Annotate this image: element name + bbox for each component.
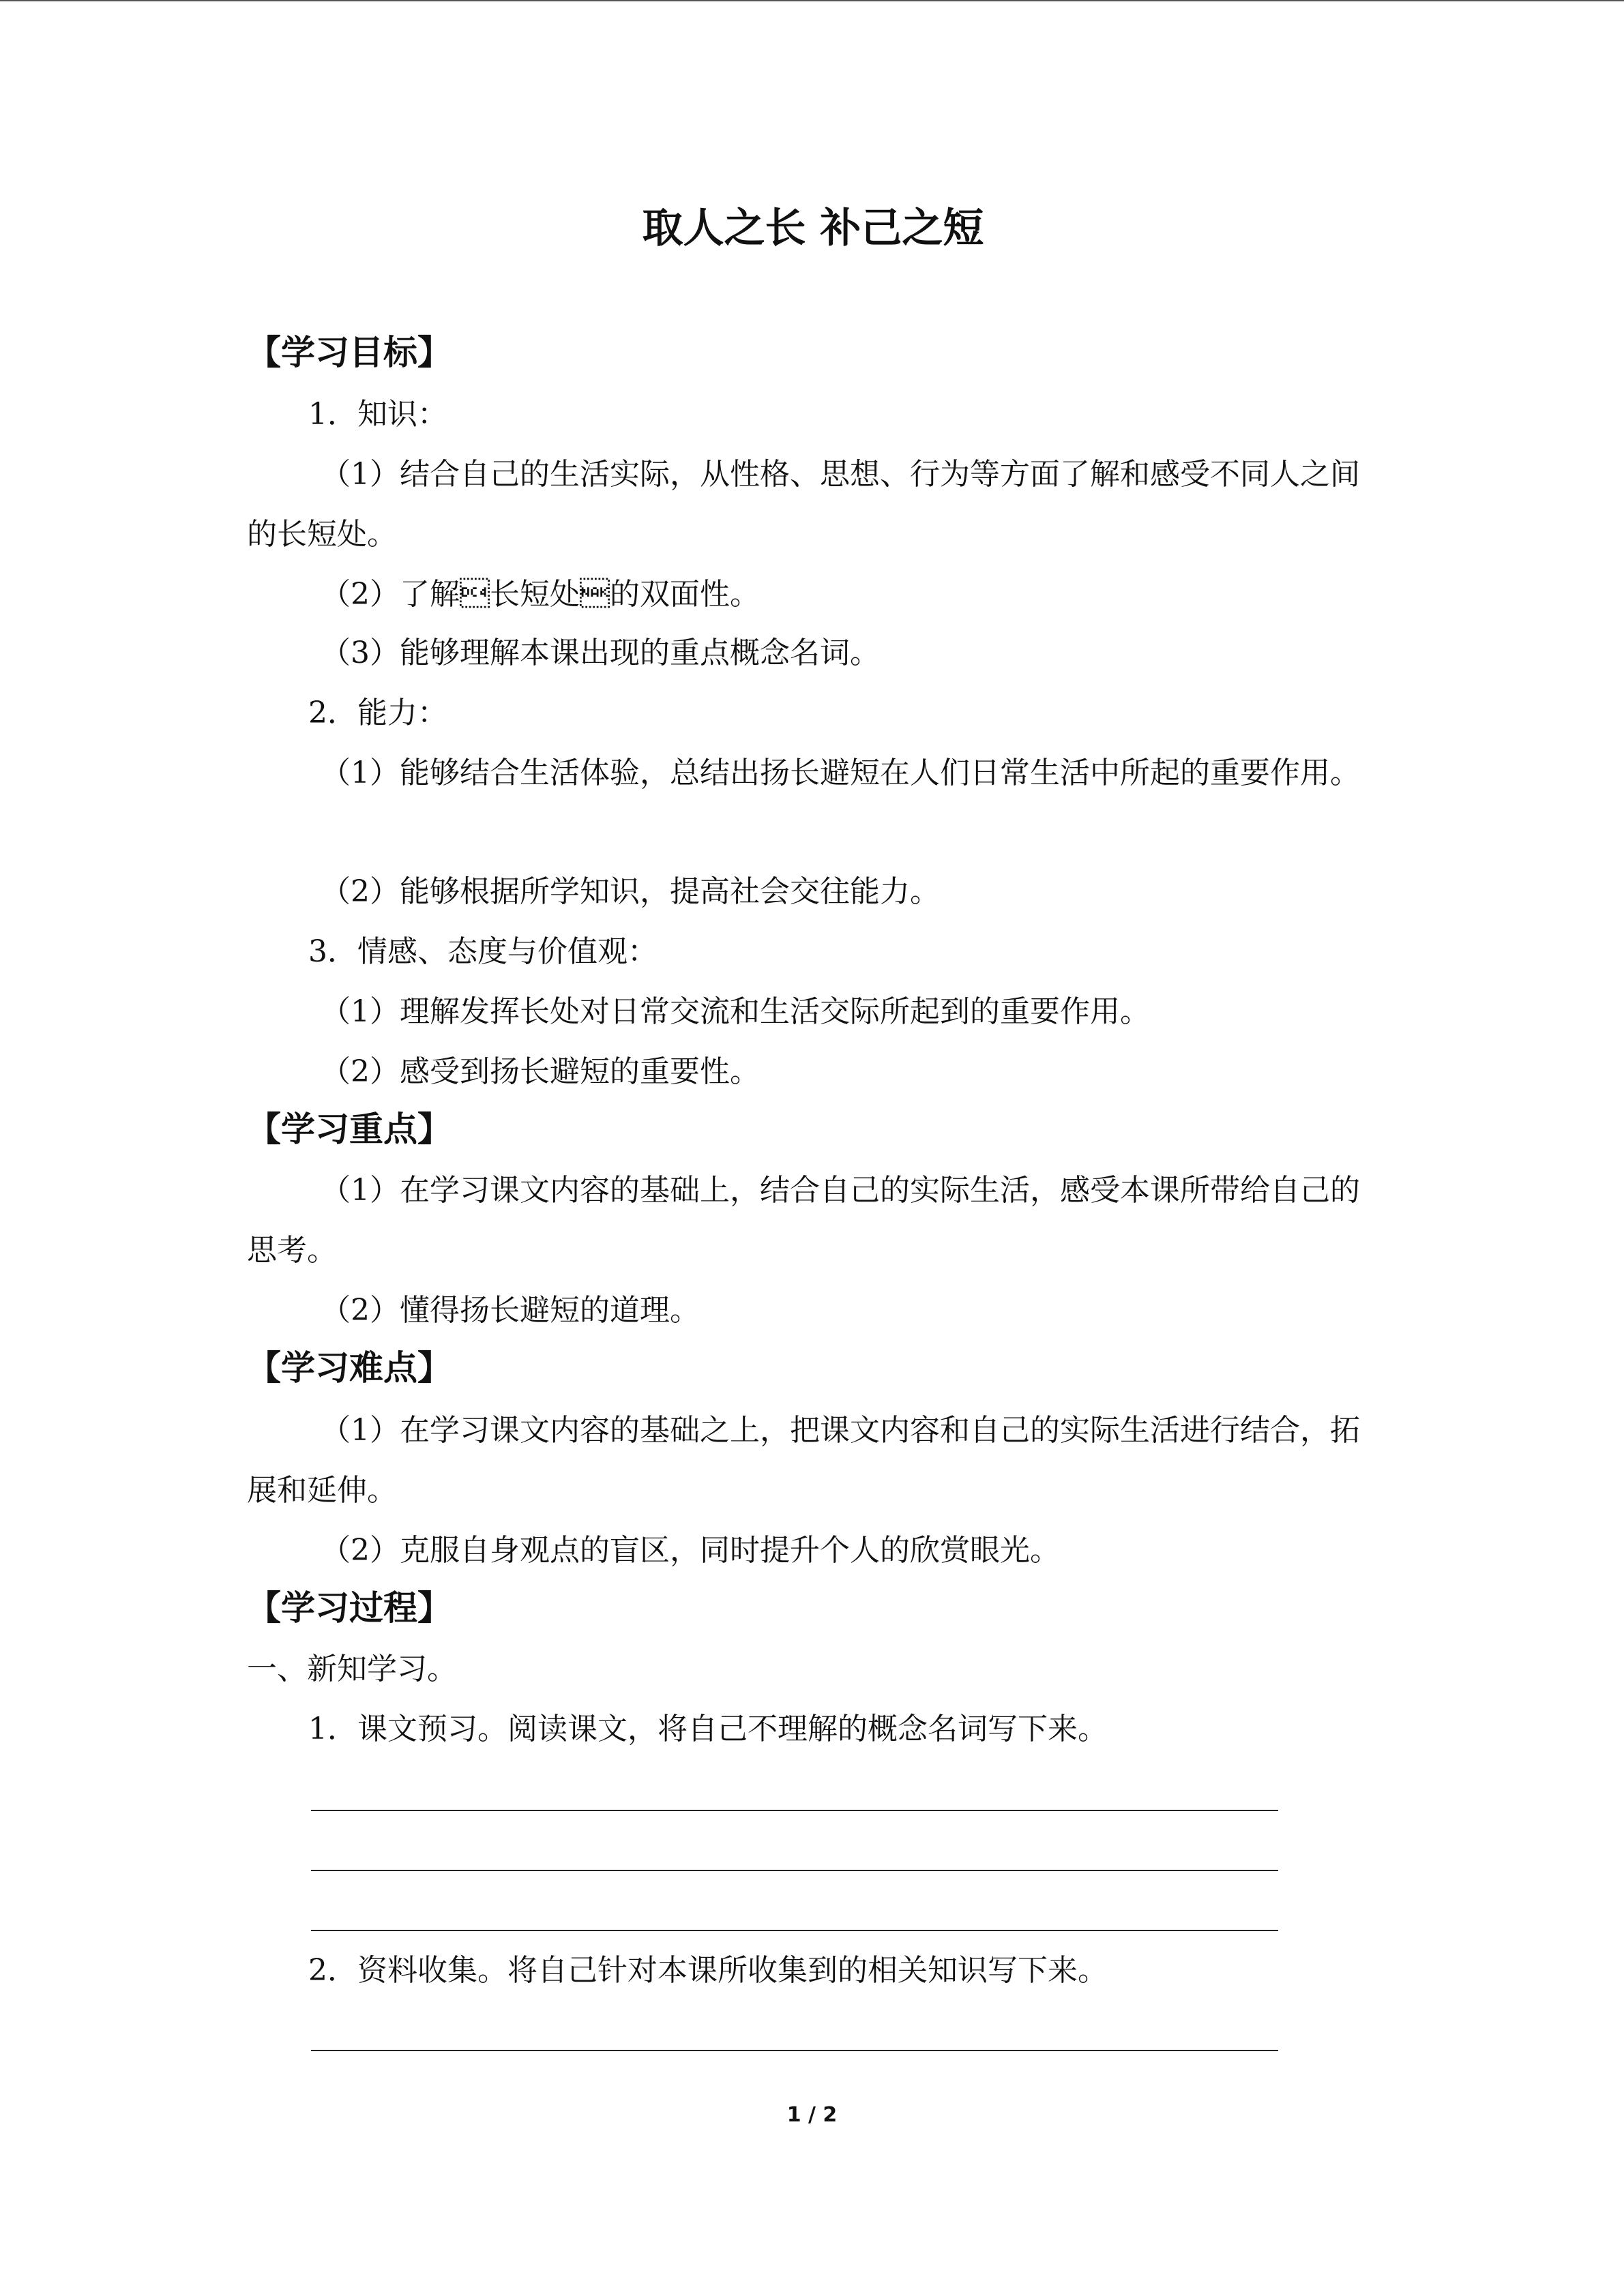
difficulty-item-2: （2）克服自身观点的盲区，同时提升个人的欣赏眼光。 [321, 1533, 1060, 1568]
page-top-border [0, 0, 1624, 1]
heading-learning-process: 【学习过程】 [247, 1588, 452, 1628]
document-title: 取人之长 补己之短 [642, 205, 984, 252]
answer-line[interactable] [311, 2050, 1278, 2051]
process-step-1: 1．课文预习。阅读课文，将自己不理解的概念名词写下来。 [308, 1712, 1108, 1746]
heading-learning-difficulty: 【学习难点】 [247, 1348, 452, 1388]
goals-ability-item-1: （1）能够结合生活体验，总结出扬长避短在人们日常生活中所起的重要作用。 [321, 756, 1360, 790]
goals-ability-label: 2．能力： [308, 696, 447, 730]
focus-item-2: （2）懂得扬长避短的道理。 [321, 1293, 700, 1328]
difficulty-item-1: （1）在学习课文内容的基础之上，把课文内容和自己的实际生活进行结合，拓展和延伸。 [247, 1413, 1360, 1508]
answer-line[interactable] [311, 1930, 1278, 1931]
goals-emotion-item-1: （1）理解发挥长处对日常交流和生活交际所起到的重要作用。 [321, 994, 1150, 1029]
answer-line[interactable] [311, 1810, 1278, 1811]
goals-knowledge-label: 1．知识： [308, 397, 447, 432]
heading-learning-focus: 【学习重点】 [247, 1109, 452, 1149]
page-number: 1 / 2 [786, 2103, 838, 2127]
goals-emotion-label: 3．情感、态度与价值观： [308, 934, 658, 969]
answer-line[interactable] [311, 1870, 1278, 1871]
goals-knowledge-item-2: （2）了解长短处的双面性。 [321, 577, 760, 612]
goals-knowledge-item-3: （3）能够理解本课出现的重点概念名词。 [321, 636, 880, 670]
goals-ability-item-2: （2）能够根据所学知识，提高社会交往能力。 [321, 874, 940, 909]
heading-learning-goals: 【学习目标】 [247, 333, 452, 372]
goals-knowledge-item-1: （1）结合自己的生活实际，从性格、思想、行为等方面了解和感受不同人之间的长短处。 [247, 457, 1360, 552]
goals-emotion-item-2: （2）感受到扬长避短的重要性。 [321, 1054, 760, 1089]
process-part-1: 一、新知学习。 [247, 1652, 457, 1686]
process-step-2: 2．资料收集。将自己针对本课所收集到的相关知识写下来。 [308, 1953, 1108, 1988]
focus-item-1: （1）在学习课文内容的基础上，结合自己的实际生活，感受本课所带给自己的思考。 [247, 1173, 1360, 1268]
